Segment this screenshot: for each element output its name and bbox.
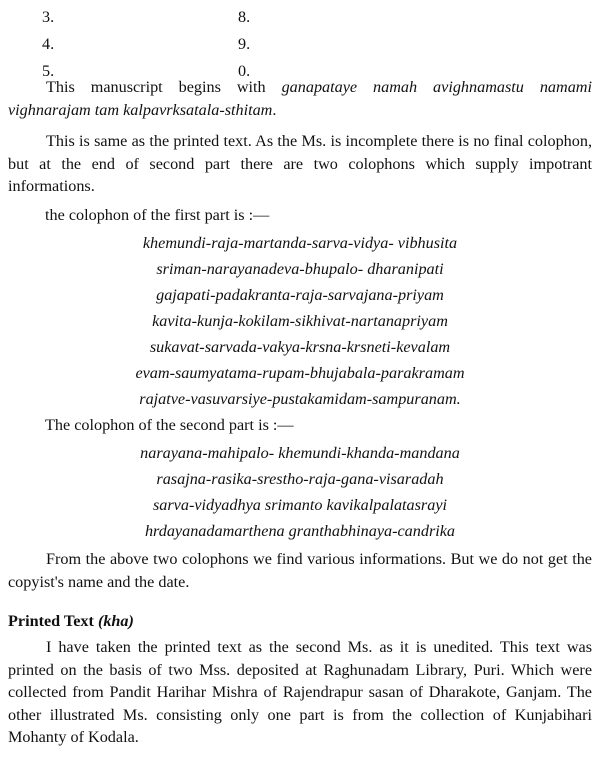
- colophon-second-intro: The colophon of the second part is :—: [45, 416, 294, 434]
- number-item: 5.: [42, 62, 55, 80]
- verse-line: gajapati-padakranta-raja-sarvajana-priyam: [156, 286, 444, 304]
- verse-line: sarva-vidyadhya srimanto kavikalpalatasrayi: [152, 496, 448, 514]
- colophon-second-verse: [0, 440, 600, 544]
- verse-line: evam-saumyatama-rupam-bhujabala-parakramam: [135, 364, 465, 382]
- number-item: 4.: [42, 35, 55, 53]
- verse-line: rasajna-rasika-srestho-raja-gana-visaradah: [156, 470, 444, 488]
- verse-line: sriman-narayanadeva-bhupalo- dharanipati: [156, 260, 444, 278]
- colophon-first-intro: the colophon of the first part is :—: [45, 206, 270, 224]
- paragraph-same-as-printed: This is same as the printed text. As the Ms. is incomplete there is no final colophon, but at the end of second part there are two colophons which supply impotrant informations.: [8, 132, 592, 195]
- invocation-text: ganapataye namah avighnamastu namami vighnarajam tam kalpavrksatala-sthitam: [8, 78, 592, 119]
- paragraph-from-colophons: From the above two colophons we find various informations. But we do not get the copyist's name and the date.: [8, 550, 592, 591]
- verse-line: rajatve-vasuvarsiye-pustakamidam-sampuranam.: [139, 390, 461, 408]
- verse-line: narayana-mahipalo- khemundi-khanda-mandana: [140, 444, 460, 462]
- paragraph-printed-text: I have taken the printed text as the second Ms. as it is unedited. This text was printed on the basis of two Mss. deposited at Raghunadam Library, Puri. Which were collected from Pandit Harihar Mishra of Rajendrapur sasan of Dharakote, Ganjam. The other illustrated Ms. consisting only one part is from the collection of Kunjabihari Mohanty of Kodala.: [8, 638, 592, 746]
- heading-text: Printed Text: [8, 612, 98, 630]
- verse-line: khemundi-raja-martanda-sarva-vidya- vibhusita: [142, 234, 458, 252]
- verse-line: kavita-kunja-kokilam-sikhivat-nartanapriyam: [152, 312, 448, 330]
- number-item: 3.: [42, 8, 55, 26]
- heading-italic: (kha): [97, 612, 134, 630]
- number-row: [0, 31, 600, 58]
- verse-line: sukavat-sarvada-vakya-krsna-krsneti-kevalam: [149, 338, 451, 356]
- section-heading: [8, 610, 592, 633]
- number-item: 0.: [238, 62, 251, 80]
- number-item: 9.: [238, 35, 251, 53]
- paragraph-text: .: [272, 100, 277, 119]
- number-list: [0, 4, 600, 85]
- verse-line: hrdayanadamarthena granthabhinaya-candrika: [144, 522, 456, 540]
- colophon-first-verse: [0, 230, 600, 412]
- paragraph-text: This manuscript begins with: [46, 78, 282, 96]
- number-row: [0, 4, 600, 31]
- number-item: 8.: [238, 8, 251, 26]
- paragraph-manuscript-begins: [8, 76, 592, 121]
